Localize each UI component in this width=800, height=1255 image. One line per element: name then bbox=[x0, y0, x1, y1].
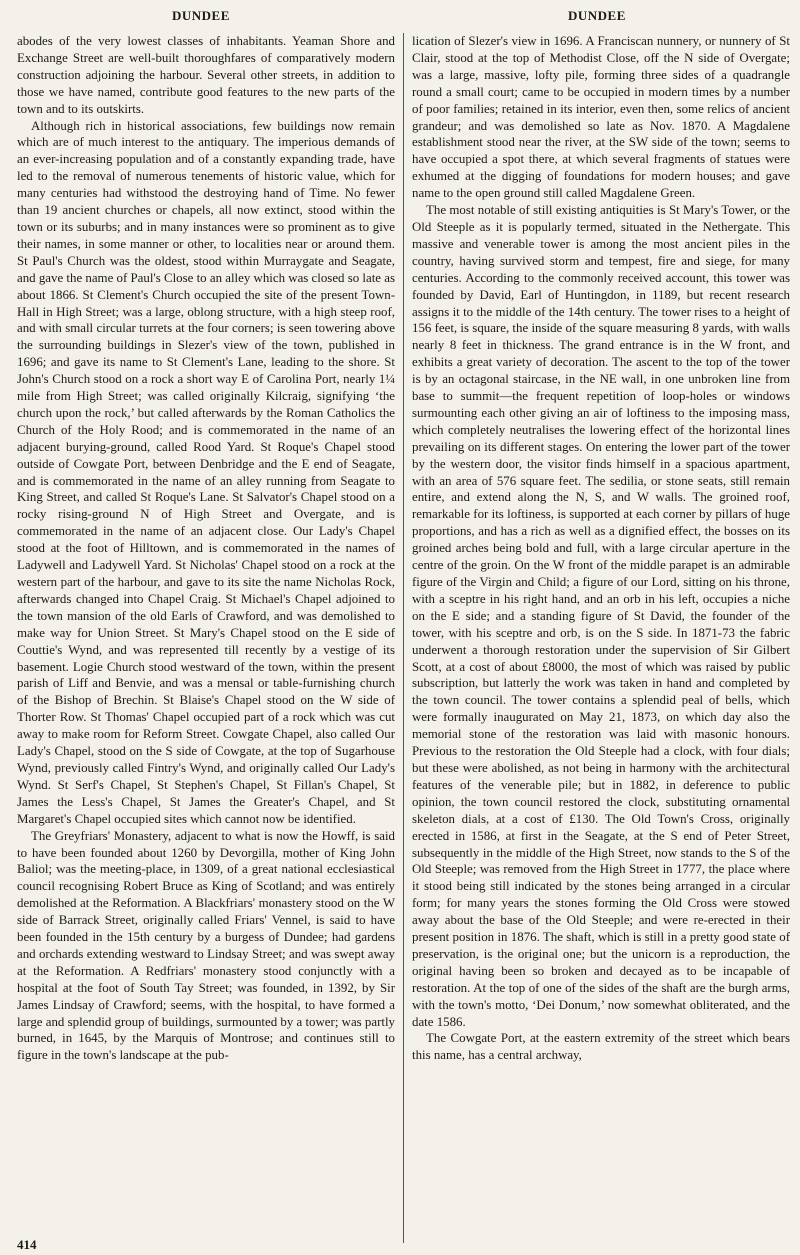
paragraph: abodes of the very lowest classes of inhabitants. Yeaman Shore and Exchange Street are well-built thoroughfares of comparatively modern construction adjoining the harbour. Several other streets, in addition to those we have named, contribute good features to the new parts of the town and to its outskirts. bbox=[17, 34, 395, 116]
left-column bbox=[17, 33, 395, 1225]
paragraph: The most notable of still existing antiquities is St Mary's Tower, or the Old Steeple as it is popularly termed, situated in the Nethergate. This massive and venerable tower is among the most ancient piles in the country, having survived storm and tempest, fire and siege, for many centuries. According to the commonly received account, this tower was founded by David, Earl of Huntingdon, in 1189, but recent research assigns it to the middle of the 14th century. The tower rises to a height of 156 feet, is square, the inside of the square measuring 8 yards, with walls nearly 8 feet in thickness. The grand entrance is in the W front, and exhibits a great variety of decoration. The ascent to the top of the tower is by an octagonal staircase, in the NE wall, in one unbroken line from base to summit—the frequent repetition of loop-holes or windows surmounting each other giving an air of loftiness to the imposing mass, which completely neutralises the lowering effect of the horizontal lines prevailing on its different stages. On entering the lower part of the tower by the western door, the visitor finds himself in a spacious apartment, with an area of 576 square feet. The sedilia, or stone seats, still remain entire, and extend along the N, S, and W walls. The groined roof, remarkable for its loftiness, is supported at each corner by pillars of huge proportions, and has a rich as well as a dignified effect, the bosses on its groined arches being bold and full, with a large circular aperture in the centre of the groin. On the W front of the middle parapet is an admirable figure of the Virgin and Child; a figure of our Lord, sitting on his throne, with a sceptre in his right hand, and an orb in his left, occupies a niche on the E side; and a standing figure of St David, the founder of the tower, with his sceptre and orb, is on the S side. In 1871-73 the fabric underwent a thorough restoration under the supervision of Sir Gilbert Scott, at a cost of about £8000, the most of which was raised by public subscription, but latterly the work was taken in hand and completed by the town council. The tower contains a splendid peal of bells, which were formally inaugurated on May 21, 1873, on which day also the memorial stone of the restoration was laid with masonic honours. Previous to the restoration the Old Steeple had a clock, with four dials; but these were abolished, as not being in harmony with the architectural features of the venerable pile; but in 1882, in deference to public opinion, the town council restored the clock, substituting ornamental skeleton dials, at a cost of £130. The Old Town's Cross, originally erected in 1586, at first in the Seagate, at the S end of Peter Street, subsequently in the middle of the High Street, now stands to the S of the Old Steeple; was removed from the High Street in 1777, the place where it stood being still indicated by the stones being arranged in a circular form; for many years the stones forming the Old Cross were stowed away about the base of the Old Steeple; and were re-erected in their present position in 1876. The shaft, which is still in a pretty good state of preservation, is the original one; but the unicorn is a reproduction, the original having been so broken and decayed as to be incapable of restoration. At the top of one of the sides of the shaft are the burgh arms, with the town's motto, ‘Dei Donum,’ now somewhat obliterated, and the date 1586. bbox=[412, 203, 790, 1029]
text-columns bbox=[17, 33, 789, 1225]
paragraph: lication of Slezer's view in 1696. A Franciscan nunnery, or nunnery of St Clair, stood at the top of Methodist Close, off the N side of Overgate; was a large, massive, lofty pile, forming three sides of a quadrangle round a small court; came to be occupied in modern times by a number of poor families; retained in its interior, even then, some relics of ancient grandeur; and was demolished so late as Nov. 1870. A Magdalene establishment stood near the river, at the SW side of the town; seems to have occupied a spot there, at which several fragments of statues were exhumed at the digging of foundations for modern houses; and gave name to the open ground still called Magdalene Green. bbox=[412, 34, 790, 201]
page-number: 414 bbox=[17, 1237, 37, 1252]
paragraph: The Greyfriars' Monastery, adjacent to what is now the Howff, is said to have been founded about 1260 by Devorgilla, mother of King John Baliol; was the meeting-place, in 1309, of a great national ecclesiastical council recognising Robert Bruce as King of Scotland; and was entirely demolished at the Reformation. A Blackfriars' monastery stood on the W side of Barrack Street, originally called Friars' Vennel, is said to have been founded in the 15th century by a burgess of Dundee; had gardens and orchards extending westward to Lindsay Street; and was swept away at the Reformation. A Redfriars' monastery stood conjunctly with a hospital at the foot of South Tay Street; was founded, in 1392, by Sir James Lindsay of Crawford; seems, with the hospital, to have formed a large and splendid group of buildings, surmounted by a tower; was partly burned, in 1645, by the Marquis of Montrose; and continues still to figure in the town's landscape at the pub- bbox=[17, 828, 395, 1063]
running-header bbox=[0, 6, 800, 28]
right-column bbox=[412, 33, 790, 1225]
paragraph: The Cowgate Port, at the eastern extremity of the street which bears this name, has a central archway, bbox=[412, 1031, 790, 1063]
paragraph: Although rich in historical associations, few buildings now remain which are of much interest to the antiquary. The imperious demands of an ever-increasing population and of a constantly expanding trade, have led to the removal of numerous tenements of historic value, which for many centuries had withstood the destroying hand of Time. No fewer than 19 ancient churches or chapels, all now extinct, stood within the town or its suburbs; and in many instances were so prominent as to give their names, in some manner or other, to localities near or around them. St Paul's Church was the oldest, stood within Murraygate and Seagate, and gave the name of Paul's Close to an alley which was closed so late as about 1866. St Clement's Church occupied the site of the present Town-Hall in High Street; was a large, oblong structure, with a high steep roof, and with small circular turrets at the four corners; is seen towering above the surrounding buildings in Slezer's view of the town, published in 1696; and gave its name to St Clement's Lane, leading to the shore. St John's Church stood on a rock a short way E of Carolina Port, nearly 1¼ mile from High Street; was called originally Kilcraig, signifying ‘the church upon the rock,’ but called afterwards by the Roman Catholics the Church of the Holy Rood; and is commemorated in the name of an adjacent burying-ground, called Rood Yard. St Roque's Chapel stood outside of Cowgate Port, between Denbridge and the E end of Seagate, and is commemorated in the name of an alley running from Seagate to King Street, and called St Roque's Lane. St Salvator's Chapel stood on a rocky rising-ground N of High Street and Overgate, and is commemorated in the name of an adjacent close. Our Lady's Chapel stood at the foot of Hilltown, and is commemorated in the names of Ladywell and Ladywell Yard. St Nicholas' Chapel stood on a rock at the western part of the harbour, and gave to its site the name Nicholas Rock, afterwards changed into Chapel Craig. St Michael's Chapel adjoined to the town mansion of the old Earls of Crawford, and was demolished to make way for Union Street. St Mary's Chapel stood on the E side of Couttie's Wynd, and was represented till recently by a vestige of its basement. Logie Church stood westward of the town, within the present parish of Liff and Benvie, and was a mensal or table-furnishing church of the Bishop of Brechin. St Blaise's Chapel stood on the W side of Thorter Row. St Thomas' Chapel occupied part of a rock which was cut away to make room for Reform Street. Cowgate Chapel, also called Our Lady's Chapel, stood on the S side of Cowgate, at the top of Sugarhouse Wynd, previously called Fintry's Wynd, and originally called Our Lady's Wynd. St Serf's Chapel, St Stephen's Chapel, St Fillan's Chapel, St James the Less's Chapel, St James the Greater's Chapel, and St Margaret's Chapel occupied sites which cannot now be identified. bbox=[17, 118, 395, 826]
header-right: DUNDEE bbox=[568, 8, 626, 23]
header-left: DUNDEE bbox=[172, 8, 230, 23]
